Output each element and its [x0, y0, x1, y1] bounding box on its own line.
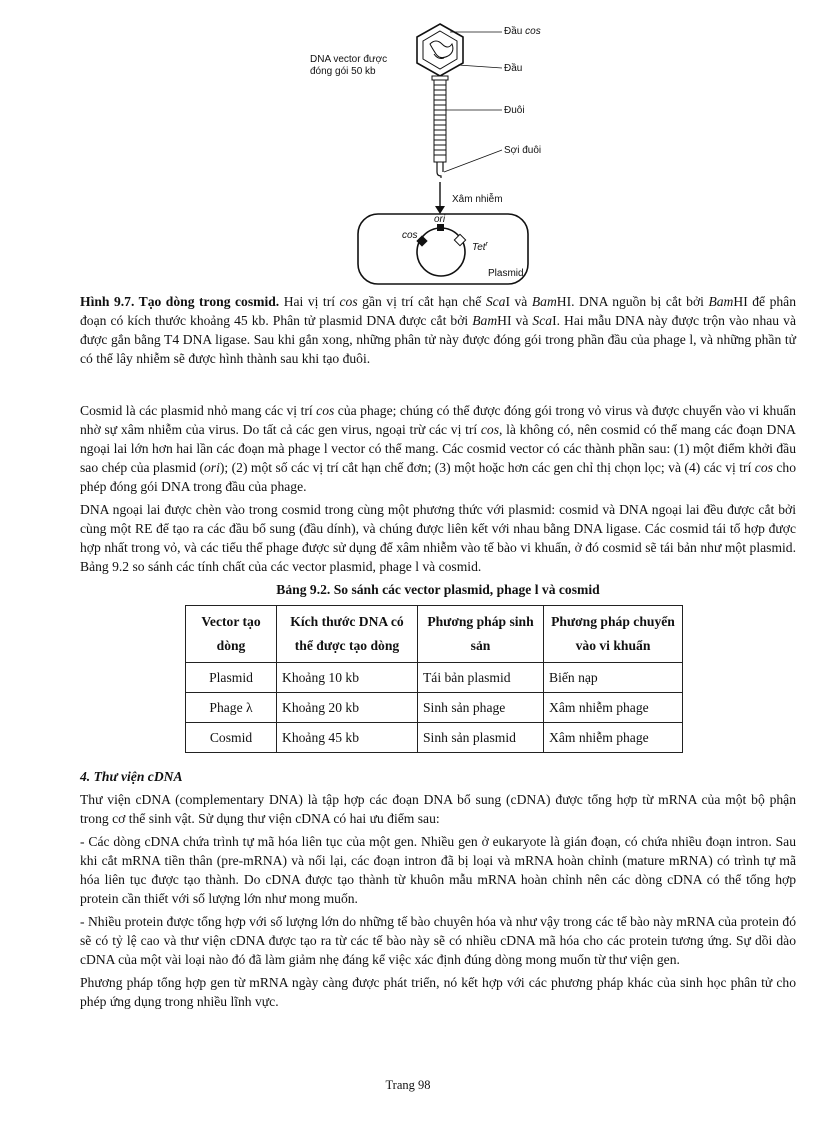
caption-title: Hình 9.7. Tạo dòng trong cosmid. [80, 294, 280, 309]
caption-text: HI để phân đoạn có kích thước khoảng 45 kb. Phân tử plasmid DNA được cắt bởi [80, 294, 796, 328]
table-cell: Sinh sản plasmid [418, 723, 544, 753]
phage-tail-collar [432, 76, 448, 80]
infection-arrowhead [435, 206, 445, 214]
paragraph-cdna-conclusion: Phương pháp tổng hợp gen từ mRNA ngày càng được phát triển, nó kết hợp với các phương pháp khác của sinh học phân tử cho phép ứng dụng trong nhiều lĩnh vực. [80, 975, 796, 1009]
caption-text: gần vị trí cắt hạn chế [357, 294, 486, 309]
caption-text: cos [339, 294, 358, 309]
table-cell: Xâm nhiễm phage [544, 723, 683, 753]
text: cos [480, 422, 500, 437]
paragraph-cdna-advantage-1: - Các dòng cDNA chứa trình tự mã hóa liên tục của một gen. Nhiều gen ở eukaryote là gián đoạn, có chứa nhiều đoạn intron. Sau khi cắt mRNA tiền thân (pre-mRNA) và nối lại, các đoạn intron đã bị loại và mRNA hoàn chỉnh (mature mRNA) có trình tự mã hóa liên tục được tạo thành. Do cDNA được tạo thành từ khuôn mẫu mRNA hoàn chỉnh nên các dòng cDNA có thể tổng hợp protein cần thiết với số lượng lớn như mong muốn. [80, 834, 796, 906]
label-plasmid: Plasmid [488, 268, 524, 279]
table-cell: Khoảng 20 kb [277, 693, 418, 723]
table-cell: Plasmid [186, 663, 277, 693]
text: của phage; chúng có thể được đóng gói trong vỏ virus và được chuyển vào vi khuẩn nhờ sự xâm nhiễm của virus. Do tất cả các gen virus, ngoại trừ các vị trí [80, 403, 796, 437]
label-cos-end: Đầu cos [504, 26, 541, 37]
table-cell: Tái bản plasmid [418, 663, 544, 693]
table-title: Bảng 9.2. So sánh các vector plasmid, phage l và cosmid [276, 582, 600, 597]
label-tail-fiber: Sợi đuôi [504, 145, 542, 156]
text: ori [204, 460, 220, 475]
tail-fiber [437, 162, 443, 178]
table-row [186, 663, 683, 693]
label-head: Đầu [504, 63, 523, 74]
table-cell: Biến nạp [544, 663, 683, 693]
caption-text: Hai vị trí [279, 294, 340, 309]
table-cell: Xâm nhiễm phage [544, 693, 683, 723]
body-text [80, 401, 796, 1015]
text: , là không có, nên cosmid có thể mang các đoạn DNA ngoại lai lớn hơn hai lần các đoạn mà phage l vector có thể mang. Các cosmid vector có các thành phần sau: (1) một điểm khởi đầu sao chép của plasmid ( [80, 422, 796, 475]
caption-text: Sca [485, 294, 506, 309]
label-tet: Tet$^r$ [472, 241, 488, 253]
table-cell: Sinh sản phage [418, 693, 544, 723]
label-tail: Đuôi [504, 105, 525, 116]
comparison-table [185, 605, 683, 753]
text: cho phép đóng gói DNA trong đầu của phage. [80, 460, 796, 494]
caption-text: Bam [531, 294, 557, 309]
caption-text: I và [505, 294, 532, 309]
cosmid-figure [300, 10, 560, 290]
paragraph-cdna-advantage-2: - Nhiều protein được tổng hợp với số lượng lớn do những tế bào chuyên hóa và như vậy trong các tế bào này mRNA của protein đó sẽ có tỷ lệ cao và thư viện cDNA được tạo ra từ các tế bào này sẽ có nhiều cDNA mã hóa cho các protein tương ứng. Sự dồi dào cDNA của một vài loại nào đó đã làm giảm nhẹ đáng kể việc xác định đúng dòng mong muốn từ thư viện gen. [80, 914, 796, 967]
paragraph-cdna-def: Thư viện cDNA (complementary DNA) là tập hợp các đoạn DNA bổ sung (cDNA) được tổng hợp từ mRNA của một bộ phận trong cơ thể sinh vật. Sử dụng thư viện cDNA có hai ưu điểm sau: [80, 792, 796, 826]
table-cell: Khoảng 45 kb [277, 723, 418, 753]
table-cell: Cosmid [186, 723, 277, 753]
header-vector: Vector tạo dòng [186, 606, 277, 663]
label-cos: cos [402, 230, 418, 241]
text: Cosmid là các plasmid nhỏ mang các vị trí [80, 403, 317, 418]
caption-text: I. Hai mẫu DNA này được trộn vào nhau và được gắn bằng T4 DNA ligase. Sau khi gắn xong, những phân tử này được đóng gói trong phần đầu của phage l, và những phần tử có thể lây nhiễm sẽ được hình thành sau khi tạo đuôi. [80, 313, 796, 366]
caption-text: Bam [472, 313, 498, 328]
label-infection: Xâm nhiễm [452, 194, 503, 205]
page-number: Trang 98 [385, 1078, 431, 1092]
header-transfer: Phương pháp chuyển vào vi khuẩn [544, 606, 683, 663]
header-size: Kích thước DNA có thể được tạo dòng [277, 606, 418, 663]
label-ori: ori [434, 214, 446, 225]
text: ); (2) một số các vị trí cắt hạn chế đơn; (3) một hoặc hơn các gen chỉ thị chọn lọc; và (4) các vị trí [219, 460, 755, 475]
label-dna-packaged-1: DNA vector được [310, 54, 388, 65]
caption-text: HI và [497, 313, 533, 328]
caption-text: Bam [708, 294, 734, 309]
section-title: 4. Thư viện cDNA [80, 769, 183, 784]
table-cell: Khoảng 10 kb [277, 663, 418, 693]
text: cos [754, 460, 773, 475]
table-cell: Phage λ [186, 693, 277, 723]
text: cos [316, 403, 335, 418]
caption-text: Sca [532, 313, 553, 328]
phage-tail [434, 80, 446, 162]
ori-marker [437, 224, 444, 231]
header-reproduction: Phương pháp sinh sản [418, 606, 544, 663]
table-row [186, 693, 683, 723]
paragraph-cosmid-intro [80, 401, 796, 496]
table-row [186, 723, 683, 753]
figure-caption [80, 292, 796, 372]
caption-paragraph [80, 292, 796, 368]
table-header-row [186, 606, 683, 663]
paragraph-cosmid-insert: DNA ngoại lai được chèn vào trong cosmid trong cùng một phương thức với plasmid: cosmid và DNA ngoại lai đều được cắt bởi cùng một RE để tạo ra các đầu bổ sung (đầu dính), và chúng được liên kết với nhau bằng DNA ligase. Các cosmid tái tổ hợp được hợp nhất trong vỏ, và các tiểu thể phage được sử dụng để xâm nhiễm vào tế bào vi khuẩn, ở đó cosmid sẽ tái bản như một plasmid. Bảng 9.2 so sánh các tính chất của các vector plasmid, phage l và cosmid. [80, 502, 796, 574]
caption-text: HI. DNA nguồn bị cắt bởi [556, 294, 709, 309]
label-dna-packaged-2: đóng gói 50 kb [310, 66, 376, 77]
